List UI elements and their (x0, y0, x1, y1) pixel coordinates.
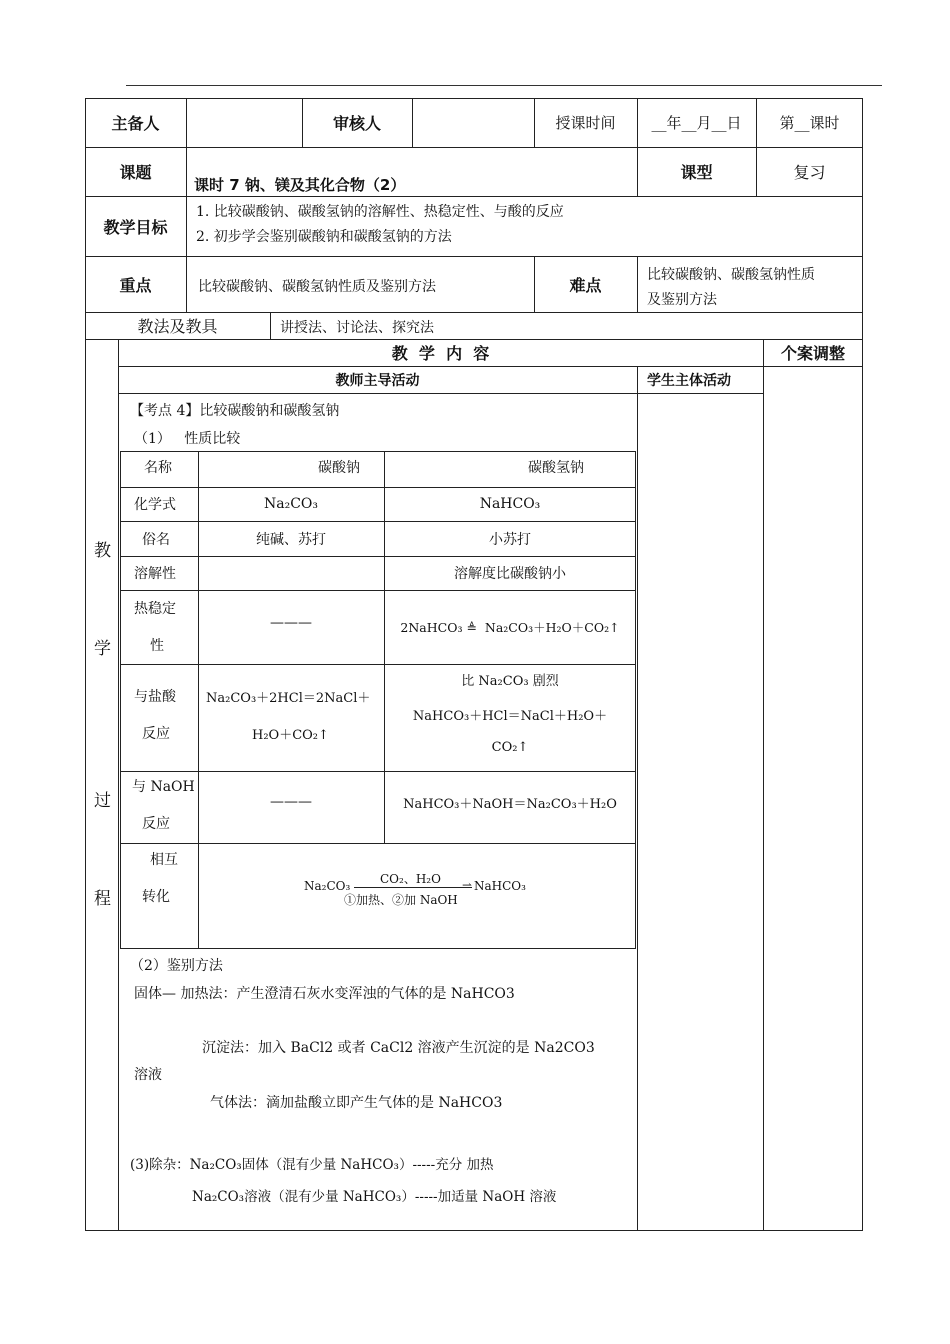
goal-item: 2. 初步学会鉴别碳酸钠和碳酸氢钠的方法 (196, 229, 452, 245)
key-label: 重点 (119, 275, 152, 295)
row-label: 相互 (150, 852, 178, 868)
student-activity-area[interactable] (638, 394, 763, 1230)
reviewer-label: 审核人 (332, 114, 381, 133)
conversion-left: Na₂CO₃ (304, 879, 351, 893)
row-label: 反应 (142, 726, 170, 742)
conversion-right: NaHCO₃ (474, 879, 526, 893)
type-value: 复习 (793, 163, 826, 182)
adjust-header: 个案调整 (780, 344, 845, 363)
row-label: 俗名 (142, 531, 170, 548)
adjustment-area[interactable] (764, 367, 862, 1230)
content-header: 教 学 内 容 (391, 344, 490, 363)
table-cell: NaHCO₃＋HCl＝NaCl＋H₂O＋ (412, 709, 608, 724)
methods-value: 讲授法、讨论法、探究法 (280, 320, 434, 336)
row-label: 转化 (142, 889, 170, 905)
student-header: 学生主体活动 (647, 372, 731, 389)
table-cell: 2NaHCO₃ ≜ Na₂CO₃＋H₂O＋CO₂↑ (400, 620, 620, 635)
subsection-title: （1） 性质比较 (134, 431, 241, 447)
table-cell: ——— (270, 794, 312, 810)
table-cell (198, 556, 384, 590)
side-char: 教 (94, 541, 111, 561)
subsection-title: （2）鉴别方法 (130, 958, 223, 974)
row-label: 化学式 (134, 497, 176, 513)
teacher-header: 教师主导活动 (335, 372, 420, 389)
preparer-label: 主备人 (111, 114, 160, 133)
table-cell: CO₂↑ (491, 740, 529, 755)
table-cell: Na₂CO₃ (263, 496, 318, 512)
method-line: Na₂CO₃溶液（混有少量 NaHCO₃）-----加适量 NaOH 溶液 (192, 1189, 557, 1205)
side-char: 学 (94, 639, 111, 659)
top-rule (126, 85, 882, 86)
difficulty-value: 及鉴别方法 (647, 292, 717, 308)
difficulty-value: 比较碳酸钠、碳酸氢钠性质 (647, 267, 815, 283)
type-label: 课型 (680, 163, 713, 182)
goal-item: 1. 比较碳酸钠、碳酸氢钠的溶解性、热稳定性、与酸的反应 (196, 204, 564, 220)
row-label: 与 NaOH (132, 779, 195, 795)
topic-title: 课时 7 钠、镁及其化合物（2） (194, 176, 406, 194)
table-cell: 溶解度比碳酸钠小 (454, 566, 566, 582)
table-cell: Na₂CO₃＋2HCl＝2NaCl＋ (206, 691, 371, 706)
table-cell: NaHCO₃ (479, 496, 541, 512)
methods-label: 教法及教具 (137, 317, 218, 336)
row-label: 热稳定 (134, 601, 176, 617)
row-label: 性 (150, 638, 164, 654)
method-line: 溶液 (134, 1067, 162, 1083)
row-label: 与盐酸 (134, 689, 176, 705)
topic-label: 课题 (119, 163, 152, 182)
side-char: 过 (94, 791, 111, 811)
conversion-top: CO₂、H₂O (380, 872, 441, 886)
method-line: 气体法：滴加盐酸立即产生气体的是 NaHCO3 (210, 1095, 503, 1111)
difficulty-label: 难点 (569, 275, 602, 295)
goals-label: 教学目标 (103, 217, 168, 237)
time-label: 授课时间 (555, 114, 616, 132)
table-header: 碳酸氢钠 (528, 460, 584, 476)
date-blank[interactable]: __年__月__日 (651, 114, 742, 132)
conversion-arrowhead: ⇀ (462, 878, 473, 892)
table-cell: NaHCO₃＋NaOH＝Na₂CO₃＋H₂O (403, 796, 617, 812)
table-header: 名称 (144, 460, 172, 476)
point-title: 【考点 4】比较碳酸钠和碳酸氢钠 (130, 403, 340, 419)
key-value: 比较碳酸钠、碳酸氢钠性质及鉴别方法 (198, 279, 436, 295)
table-cell: H₂O＋CO₂↑ (252, 728, 329, 743)
method-line: 固体— 加热法：产生澄清石灰水变浑浊的气体的是 NaHCO3 (134, 986, 515, 1002)
table-cell: 小苏打 (489, 531, 531, 548)
table-cell: 纯碱、苏打 (256, 531, 326, 548)
subsection-title: (3)除杂：Na₂CO₃固体（混有少量 NaHCO₃）-----充分 加热 (130, 1157, 494, 1173)
reviewer-field[interactable] (413, 99, 534, 146)
period-blank[interactable]: 第__课时 (779, 114, 840, 132)
preparer-field[interactable] (187, 99, 302, 146)
conversion-arrow (354, 887, 472, 888)
row-label: 溶解性 (134, 566, 176, 582)
table-cell: 比 Na₂CO₃ 剧烈 (461, 674, 559, 689)
side-char: 程 (94, 889, 111, 909)
method-line: 沉淀法：加入 BaCl2 或者 CaCl2 溶液产生沉淀的是 Na2CO3 (202, 1040, 595, 1056)
table-header: 碳酸钠 (318, 460, 360, 476)
table-cell: ——— (270, 615, 312, 631)
row-label: 反应 (142, 816, 170, 832)
conversion-bottom: ①加热、②加 NaOH (344, 893, 458, 907)
